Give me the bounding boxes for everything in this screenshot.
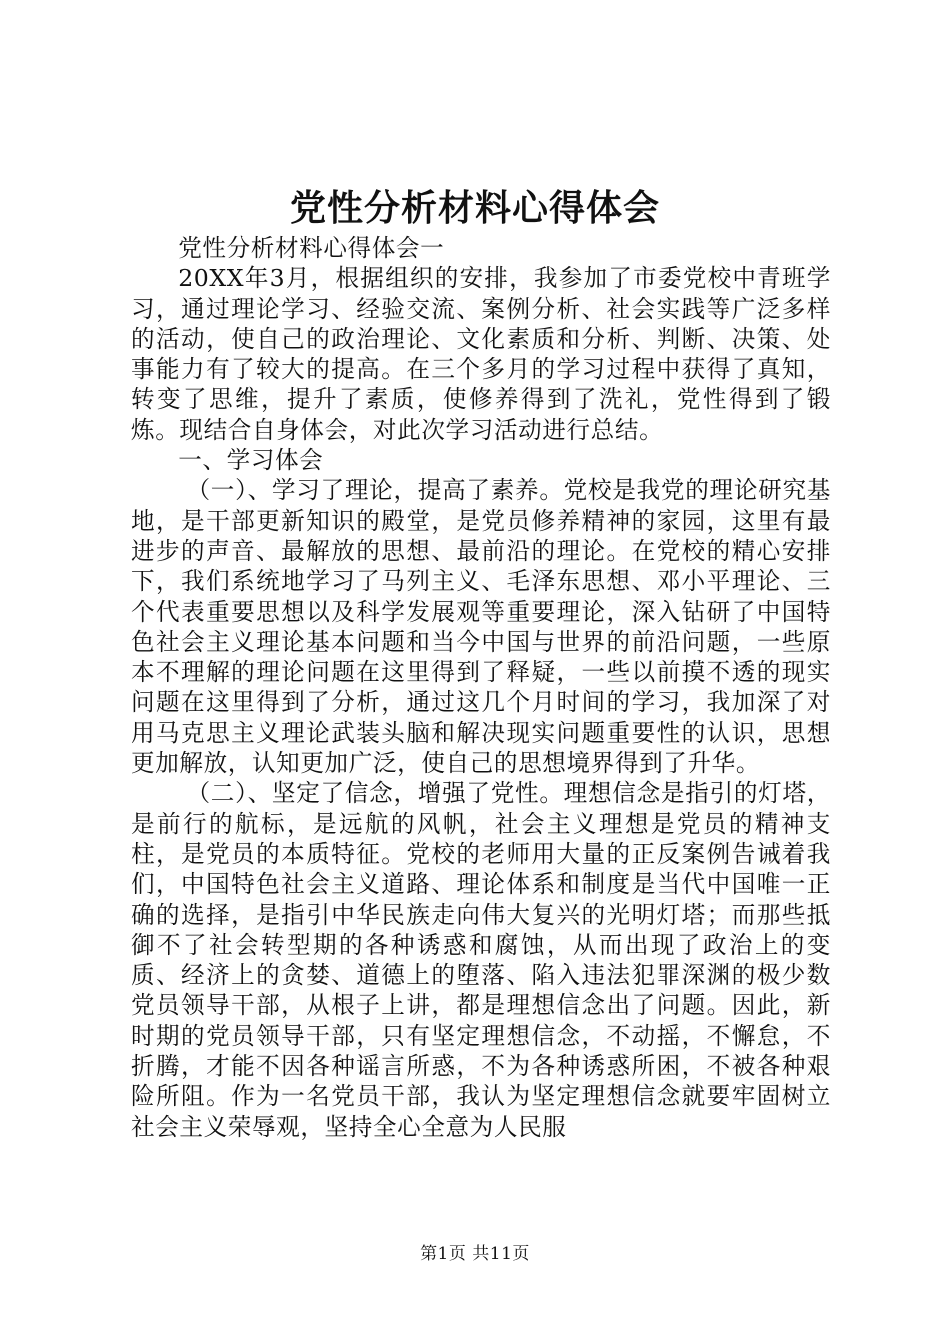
paragraph-section-1: （一）、学习了理论，提高了素养。党校是我党的理论研究基地，是干部更新知识的殿堂，是党员修养精神的家园，这里有最进步的声音、最解放的思想、最前沿的理论。在党校的精心安排下，我们系统地学习了马列主义、毛泽东思想、邓小平理论、三个代表重要思想以及科学发展观等重要理论，深入钻研了中国特色社会主义理论基本问题和当今中国与世界的前沿问题，一些原本不理解的理论问题在这里得到了释疑，一些以前摸不透的现实问题在这里得到了分析，通过这几个月时间的学习，我加深了对用马克思主义理论武装头脑和解决现实问题重要性的认识，思想更加解放，认知更加广泛，使自己的思想境界得到了升华。: [131, 476, 831, 778]
paragraph-heading: 党性分析材料心得体会一: [178, 234, 445, 262]
section-heading: 一、学习体会: [178, 446, 324, 475]
paragraph-intro: 20XX年3月，根据组织的安排，我参加了市委党校中青班学习，通过理论学习、经验交流、案例分析、社会实践等广泛多样的活动，使自己的政治理论、文化素质和分析、判断、决策、处事能力有了较大的提高。在三个多月的学习过程中获得了真知，转变了思维，提升了素质，使修养得到了洗礼，党性得到了锻炼。现结合自身体会，对此次学习活动进行总结。: [131, 264, 831, 444]
paragraph-section-2: （二）、坚定了信念，增强了党性。理想信念是指引的灯塔，是前行的航标，是远航的风帆，社会主义理想是党员的精神支柱，是党员的本质特征。党校的老师用大量的正反案例告诫着我们，中国特色社会主义道路、理论体系和制度是当代中国唯一正确的选择，是指引中华民族走向伟大复兴的光明灯塔；而那些抵御不了社会转型期的各种诱惑和腐蚀，从而出现了政治上的变质、经济上的贪婪、道德上的堕落、陷入违法犯罪深渊的极少数党员领导干部，从根子上讲，都是理想信念出了问题。因此，新时期的党员领导干部，只有坚定理想信念，不动摇，不懈怠，不折腾，才能不因各种谣言所惑，不为各种诱惑所困，不被各种艰险所阻。作为一名党员干部，我认为坚定理想信念就要牢固树立社会主义荣辱观，坚持全心全意为人民服: [131, 779, 831, 1141]
page-footer: 第1页 共11页: [420, 1244, 530, 1264]
document-body: [131, 233, 831, 1142]
document-title: 党性分析材料心得体会: [289, 187, 660, 229]
